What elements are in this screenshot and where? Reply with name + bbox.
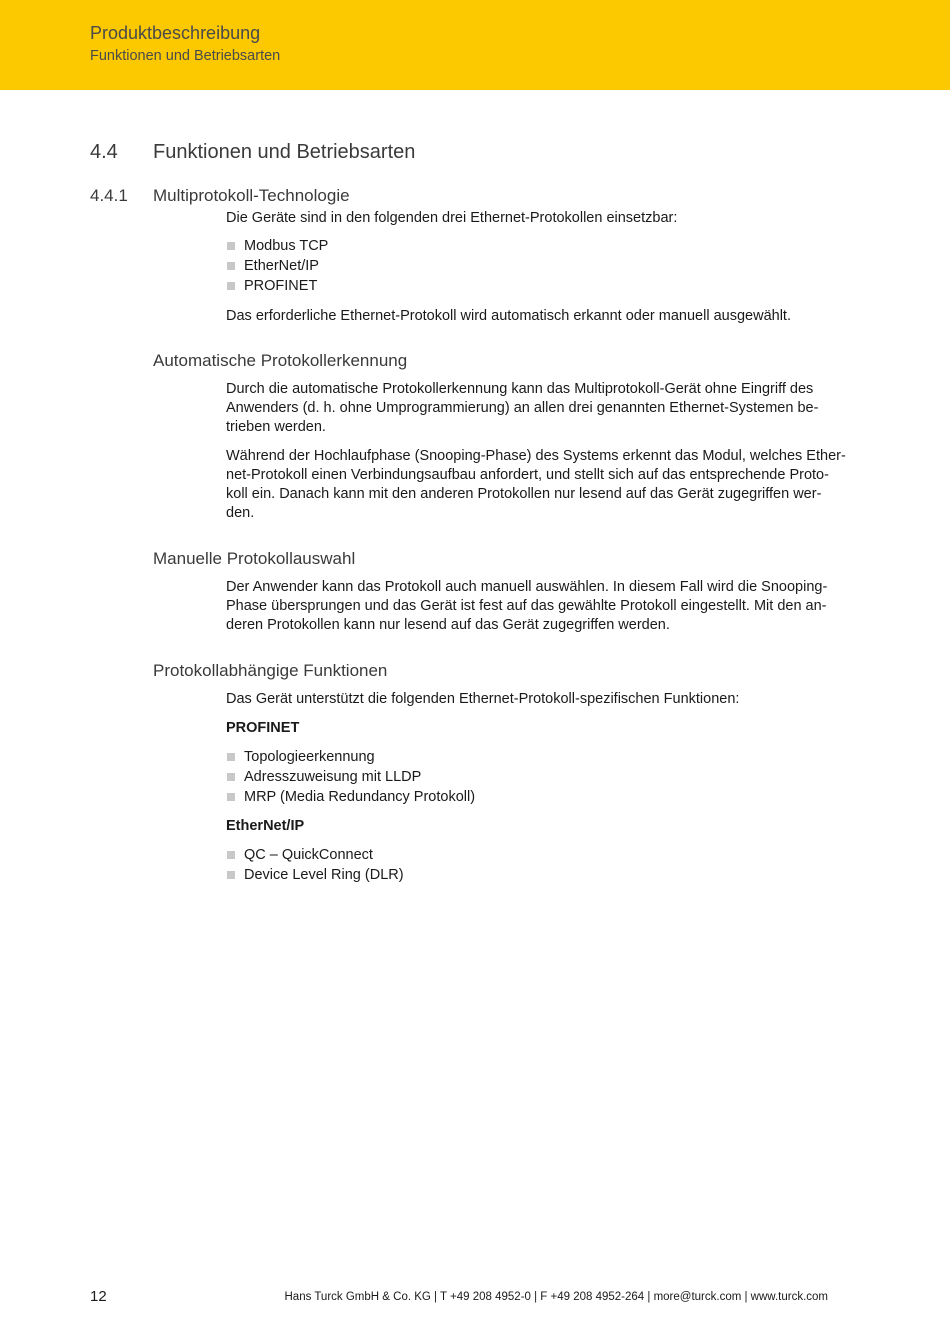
- paragraph-line: koll ein. Danach kann mit den anderen Protokollen nur lesend auf das Gerät zugegriffen wer-: [226, 486, 822, 502]
- functions-intro: Das Gerät unterstützt die folgenden Ethernet-Protokoll-spezifischen Funktionen:: [226, 691, 740, 707]
- list-item-label: QC – QuickConnect: [244, 847, 373, 863]
- header-subtitle: Funktionen und Betriebsarten: [90, 48, 281, 64]
- page-number: 12: [90, 1288, 107, 1305]
- list-item-label: EtherNet/IP: [244, 258, 319, 274]
- footer-contact: Hans Turck GmbH & Co. KG | T +49 208 4952-0 | F +49 208 4952-264 | more@turck.com | www.turck.com: [284, 1291, 828, 1303]
- profinet-label: PROFINET: [226, 720, 300, 736]
- paragraph-line: deren Protokollen kann nur lesend auf das Gerät zugegriffen werden.: [226, 617, 670, 633]
- subsection-outro: Das erforderliche Ethernet-Protokoll wird automatisch erkannt oder manuell ausgewählt.: [226, 308, 791, 324]
- list-item-label: PROFINET: [244, 278, 318, 294]
- subsection-number: 4.4.1: [90, 186, 128, 205]
- square-bullet-icon: [227, 851, 235, 859]
- paragraph-line: Anwenders (d. h. ohne Umprogrammierung) an allen drei genannten Ethernet-Systemen be-: [226, 400, 819, 416]
- page-header: [0, 0, 950, 90]
- square-bullet-icon: [227, 242, 235, 250]
- paragraph-line: Durch die automatische Protokollerkennung kann das Multiprotokoll-Gerät ohne Eingriff des: [226, 381, 814, 397]
- list-item-label: Modbus TCP: [244, 238, 329, 254]
- square-bullet-icon: [227, 871, 235, 879]
- paragraph-line: Während der Hochlaufphase (Snooping-Phase) des Systems erkennt das Modul, welches Ether-: [226, 448, 846, 464]
- square-bullet-icon: [227, 262, 235, 270]
- subsection-intro: Die Geräte sind in den folgenden drei Ethernet-Protokollen einsetzbar:: [226, 210, 678, 226]
- subsection-title: Multiprotokoll-Technologie: [153, 186, 350, 205]
- section-title: Funktionen und Betriebsarten: [153, 141, 416, 163]
- functions-heading: Protokollabhängige Funktionen: [153, 661, 388, 680]
- square-bullet-icon: [227, 773, 235, 781]
- square-bullet-icon: [227, 793, 235, 801]
- paragraph-line: den.: [226, 505, 255, 521]
- ethernetip-label: EtherNet/IP: [226, 818, 305, 834]
- square-bullet-icon: [227, 282, 235, 290]
- manual-selection-heading: Manuelle Protokollauswahl: [153, 549, 356, 568]
- paragraph-line: Phase übersprungen und das Gerät ist fest auf das gewählte Protokoll eingestellt. Mit den an-: [226, 598, 827, 614]
- list-item-label: Device Level Ring (DLR): [244, 867, 404, 883]
- auto-detection-heading: Automatische Protokollerkennung: [153, 351, 408, 370]
- list-item-label: MRP (Media Redundancy Protokoll): [244, 789, 476, 805]
- section-number: 4.4: [90, 141, 118, 163]
- square-bullet-icon: [227, 753, 235, 761]
- header-title: Produktbeschreibung: [90, 23, 261, 43]
- paragraph-line: Der Anwender kann das Protokoll auch manuell auswählen. In diesem Fall wird die Snooping-: [226, 579, 828, 595]
- list-item-label: Topologieerkennung: [244, 749, 375, 765]
- paragraph-line: trieben werden.: [226, 419, 326, 435]
- paragraph-line: net-Protokoll einen Verbindungsaufbau anfordert, und stellt sich auf das entsprechende Proto-: [226, 467, 829, 483]
- list-item-label: Adresszuweisung mit LLDP: [244, 769, 422, 785]
